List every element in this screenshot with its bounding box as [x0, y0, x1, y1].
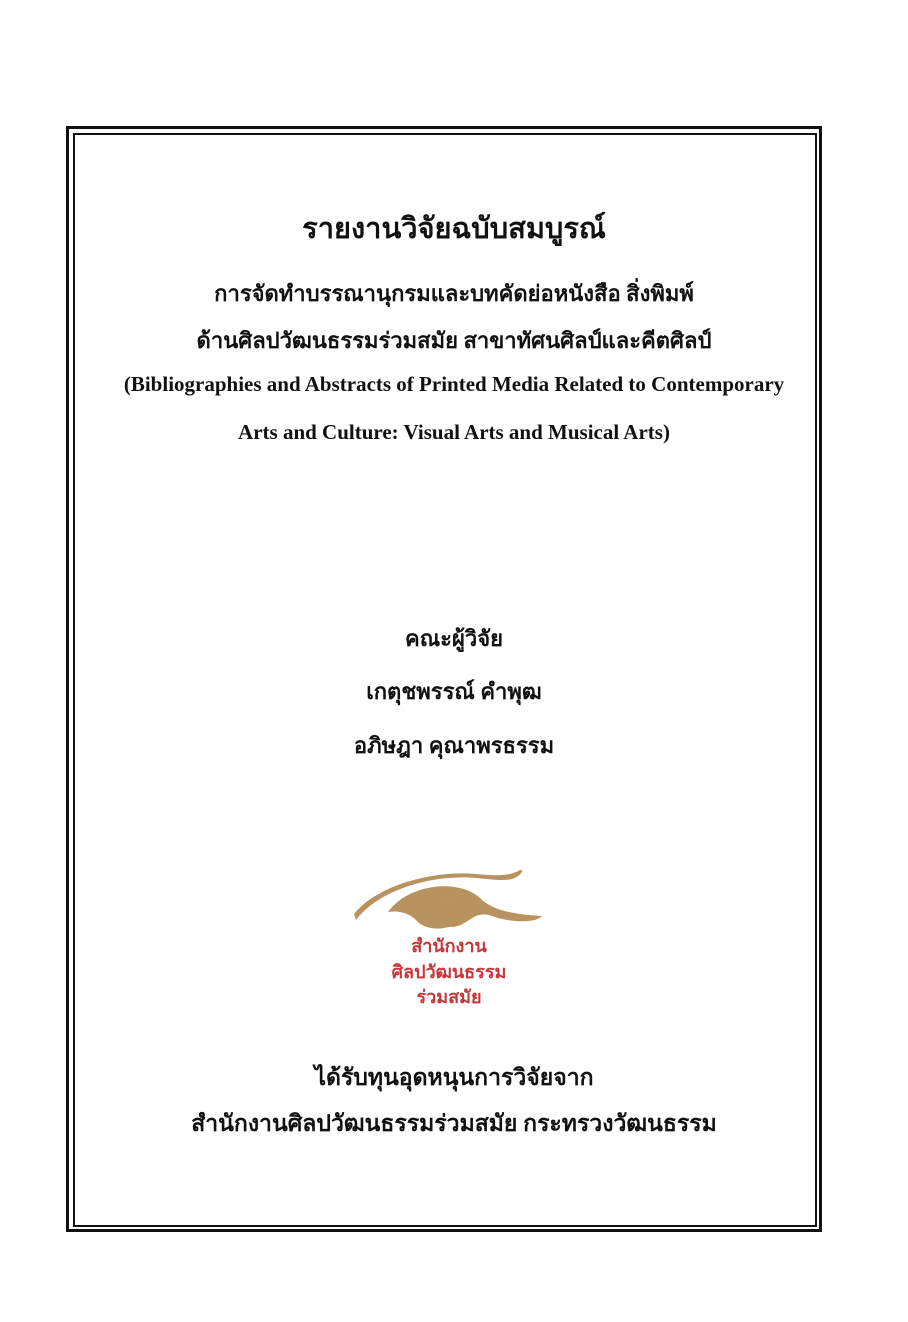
ocac-eye-emblem-icon — [352, 870, 546, 936]
researcher-name: เกตุชพรรณ์ คำพุฒ — [366, 679, 542, 704]
funding-line1: ได้รับทุนอุดหนุนการวิจัยจาก — [314, 1065, 594, 1090]
ocac-logo — [352, 870, 546, 1020]
logo-text-line1: สำนักงาน — [411, 936, 487, 957]
logo-text-line3: ร่วมสมัย — [416, 987, 482, 1008]
report-title: รายงานวิจัยฉบับสมบูรณ์ — [302, 213, 606, 245]
researcher-name: อภิษฎา คุณาพรธรรม — [353, 733, 555, 758]
project-title-th-line2: ด้านศิลปวัฒนธรรมร่วมสมัย สาขาทัศนศิลป์และคีตศิลป์ — [196, 328, 712, 353]
project-title-th-line1: การจัดทำบรรณานุกรมและบทคัดย่อหนังสือ สิ่งพิมพ์ — [214, 281, 694, 306]
project-title-en-line1: (Bibliographies and Abstracts of Printed Media Related to Contemporary — [123, 372, 785, 396]
researchers-heading: คณะผู้วิจัย — [405, 626, 503, 651]
project-title-en-line2: Arts and Culture: Visual Arts and Musical Arts) — [238, 420, 670, 444]
funding-line2: สำนักงานศิลปวัฒนธรรมร่วมสมัย กระทรวงวัฒนธรรม — [191, 1111, 717, 1136]
logo-text-line2: ศิลปวัฒนธรรม — [391, 962, 507, 983]
